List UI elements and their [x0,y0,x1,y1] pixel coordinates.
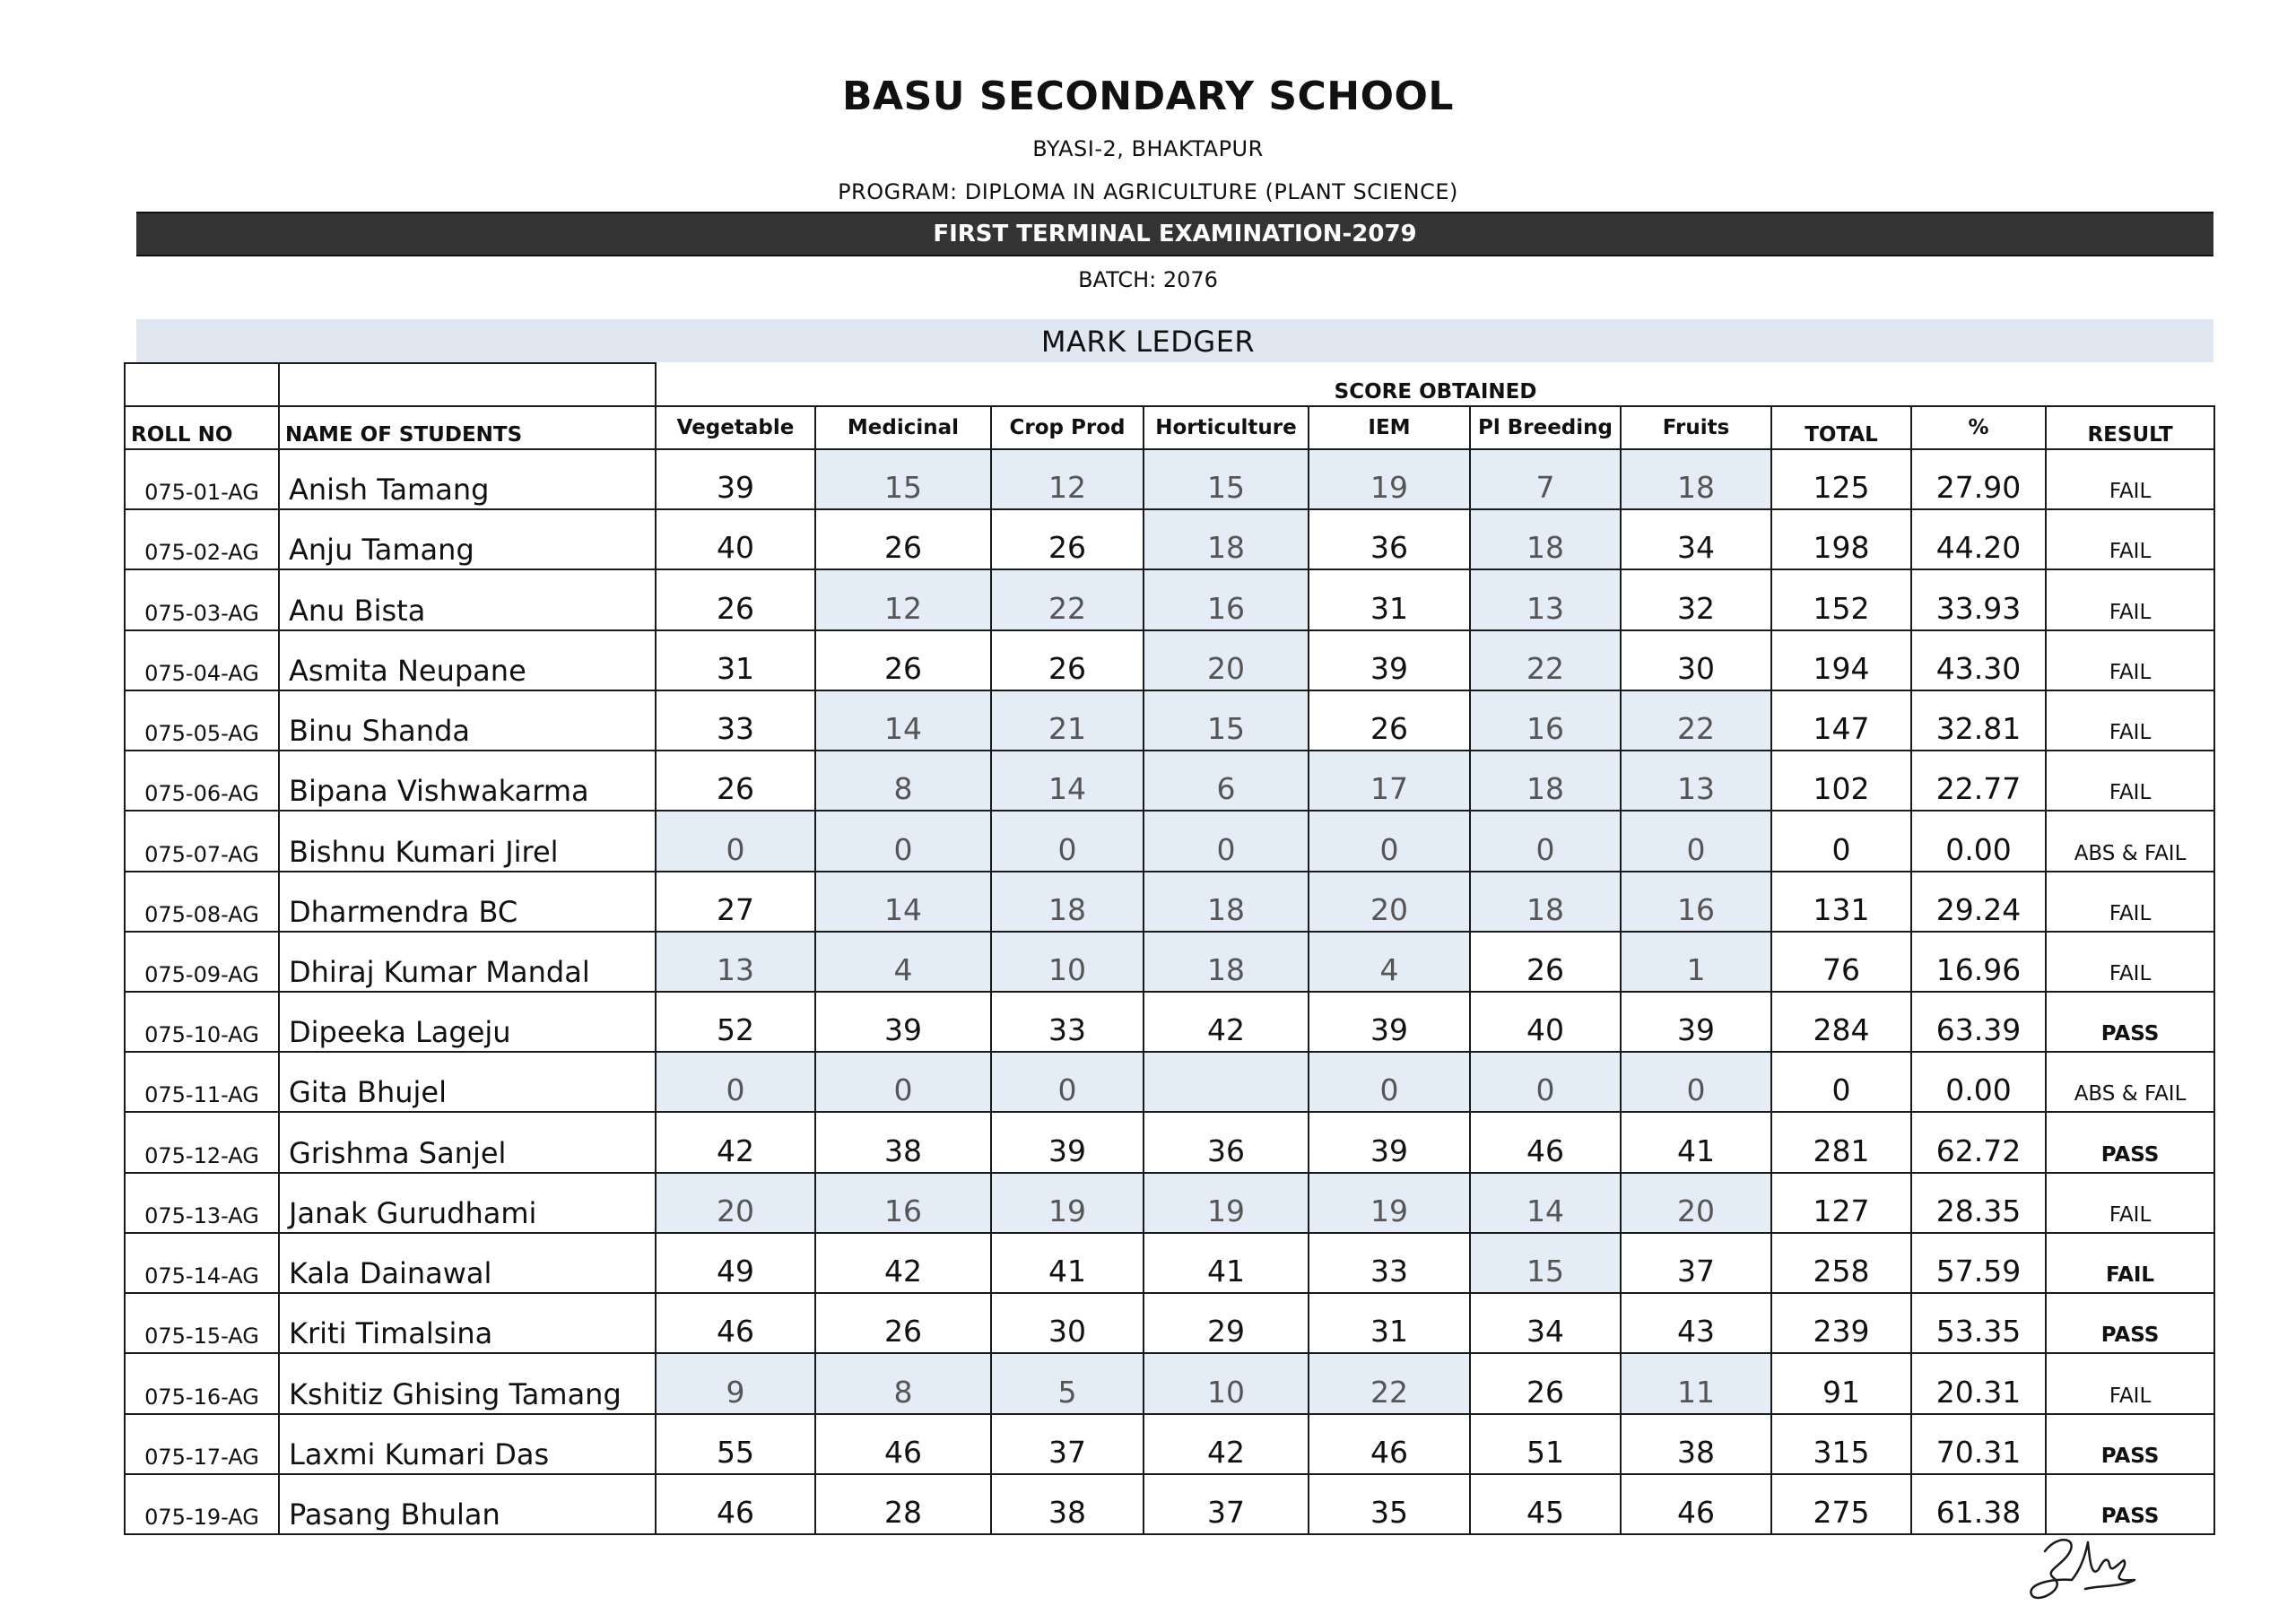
mark-cell-iem: 39 [1309,1112,1470,1172]
table-row [125,509,2214,569]
mark-cell-horticulture: 16 [1144,569,1309,629]
batch-label: BATCH: 2076 [1078,267,1218,292]
mark-cell-iem: 39 [1309,992,1470,1052]
mark-cell-medicinal: 8 [815,751,991,811]
mark-cell-crop-prod: 41 [991,1233,1144,1293]
mark-cell-crop-prod: 0 [991,811,1144,871]
percent-cell: 62.72 [1911,1112,2046,1172]
total-cell: 127 [1771,1173,1911,1233]
total-cell: 281 [1771,1112,1911,1172]
percent-cell: 16.96 [1911,932,2046,992]
mark-cell-iem: 4 [1309,932,1470,992]
col-crop-prod: Crop Prod [991,406,1144,449]
mark-cell-fruits: 0 [1621,1052,1771,1112]
mark-cell-crop-prod: 0 [991,1052,1144,1112]
student-name-cell: Dharmendra BC [279,872,656,932]
mark-cell-medicinal: 14 [815,872,991,932]
percent-cell: 28.35 [1911,1173,2046,1233]
mark-cell-iem: 20 [1309,872,1470,932]
mark-cell-pl-breeding: 40 [1470,992,1621,1052]
total-cell: 275 [1771,1474,1911,1534]
result-cell: FAIL [2046,630,2214,690]
roll-no-cell: 075-10-AG [125,992,279,1052]
mark-cell-fruits: 16 [1621,872,1771,932]
mark-cell-vegetable: 31 [656,630,815,690]
mark-cell-iem: 26 [1309,690,1470,751]
mark-cell-medicinal: 8 [815,1353,991,1413]
table-row [125,1233,2214,1293]
mark-cell-fruits: 30 [1621,630,1771,690]
result-cell: FAIL [2046,1233,2214,1293]
mark-cell-crop-prod: 37 [991,1414,1144,1474]
roll-no-cell: 075-06-AG [125,751,279,811]
mark-cell-medicinal: 38 [815,1112,991,1172]
col-fruits: Fruits [1621,406,1771,449]
total-cell: 125 [1771,449,1911,509]
table-row [125,992,2214,1052]
table-row [125,1293,2214,1353]
mark-cell-fruits: 0 [1621,811,1771,871]
total-cell: 284 [1771,992,1911,1052]
mark-cell-iem: 19 [1309,449,1470,509]
mark-cell-horticulture: 41 [1144,1233,1309,1293]
table-row [125,872,2214,932]
total-cell: 198 [1771,509,1911,569]
result-cell: FAIL [2046,569,2214,629]
roll-no-cell: 075-16-AG [125,1353,279,1413]
percent-cell: 22.77 [1911,751,2046,811]
total-cell: 258 [1771,1233,1911,1293]
mark-cell-pl-breeding: 15 [1470,1233,1621,1293]
percent-cell: 33.93 [1911,569,2046,629]
mark-cell-crop-prod: 38 [991,1474,1144,1534]
roll-no-cell: 075-02-AG [125,509,279,569]
student-name-cell: Binu Shanda [279,690,656,751]
total-cell: 0 [1771,811,1911,871]
mark-cell-vegetable: 33 [656,690,815,751]
mark-cell-fruits: 18 [1621,449,1771,509]
mark-cell-iem: 33 [1309,1233,1470,1293]
ledger-title: MARK LEDGER [1040,325,1256,359]
student-name-cell: Janak Gurudhami [279,1173,656,1233]
mark-cell-iem: 0 [1309,811,1470,871]
mark-cell-horticulture: 42 [1144,992,1309,1052]
mark-cell-pl-breeding: 7 [1470,449,1621,509]
roll-no-cell: 075-12-AG [125,1112,279,1172]
mark-cell-pl-breeding: 0 [1470,1052,1621,1112]
mark-cell-iem: 39 [1309,630,1470,690]
mark-cell-horticulture: 42 [1144,1414,1309,1474]
result-cell: PASS [2046,1474,2214,1534]
table-row [125,751,2214,811]
student-name-cell: Laxmi Kumari Das [279,1414,656,1474]
mark-cell-medicinal: 46 [815,1414,991,1474]
roll-no-cell: 075-05-AG [125,690,279,751]
mark-cell-fruits: 1 [1621,932,1771,992]
exam-title-bar: FIRST TERMINAL EXAMINATION-2079 [136,212,2213,256]
student-name-cell: Asmita Neupane [279,630,656,690]
roll-no-cell: 075-04-AG [125,630,279,690]
student-name-cell: Anish Tamang [279,449,656,509]
mark-cell-crop-prod: 26 [991,630,1144,690]
student-name-cell: Anju Tamang [279,509,656,569]
mark-cell-pl-breeding: 34 [1470,1293,1621,1353]
mark-cell-vegetable: 26 [656,751,815,811]
percent-cell: 29.24 [1911,872,2046,932]
mark-cell-horticulture: 15 [1144,690,1309,751]
roll-no-cell: 075-17-AG [125,1414,279,1474]
school-address: BYASI-2, BHAKTAPUR [1032,136,1264,161]
col-medicinal: Medicinal [815,406,991,449]
mark-cell-vegetable: 49 [656,1233,815,1293]
mark-cell-vegetable: 46 [656,1474,815,1534]
table-row [125,1173,2214,1233]
roll-no-cell: 075-03-AG [125,569,279,629]
total-cell: 76 [1771,932,1911,992]
mark-cell-fruits: 32 [1621,569,1771,629]
percent-cell: 57.59 [1911,1233,2046,1293]
col-vegetable: Vegetable [656,406,815,449]
percent-cell: 20.31 [1911,1353,2046,1413]
mark-cell-crop-prod: 21 [991,690,1144,751]
result-cell: FAIL [2046,690,2214,751]
score-obtained-header: SCORE OBTAINED [656,363,2214,406]
mark-cell-iem: 22 [1309,1353,1470,1413]
mark-cell-vegetable: 27 [656,872,815,932]
mark-cell-fruits: 22 [1621,690,1771,751]
mark-cell-vegetable: 52 [656,992,815,1052]
mark-cell-iem: 36 [1309,509,1470,569]
result-cell: FAIL [2046,872,2214,932]
mark-cell-pl-breeding: 18 [1470,509,1621,569]
mark-cell-fruits: 20 [1621,1173,1771,1233]
mark-cell-crop-prod: 26 [991,509,1144,569]
mark-cell-medicinal: 14 [815,690,991,751]
mark-cell-pl-breeding: 45 [1470,1474,1621,1534]
mark-cell-iem: 17 [1309,751,1470,811]
mark-cell-vegetable: 9 [656,1353,815,1413]
ledger-body [125,449,2214,1534]
mark-cell-iem: 19 [1309,1173,1470,1233]
mark-cell-vegetable: 0 [656,811,815,871]
mark-cell-medicinal: 28 [815,1474,991,1534]
table-row [125,1474,2214,1534]
mark-cell-pl-breeding: 0 [1470,811,1621,871]
mark-cell-horticulture: 10 [1144,1353,1309,1413]
percent-cell: 53.35 [1911,1293,2046,1353]
mark-cell-fruits: 41 [1621,1112,1771,1172]
student-name-cell: Pasang Bhulan [279,1474,656,1534]
table-row [125,449,2214,509]
mark-cell-pl-breeding: 46 [1470,1112,1621,1172]
mark-cell-horticulture [1144,1052,1309,1112]
table-row [125,1052,2214,1112]
mark-cell-horticulture: 37 [1144,1474,1309,1534]
header-row-columns [125,406,2214,449]
student-name-cell: Bishnu Kumari Jirel [279,811,656,871]
mark-cell-pl-breeding: 18 [1470,751,1621,811]
result-cell: FAIL [2046,449,2214,509]
table-row [125,630,2214,690]
table-row [125,1112,2214,1172]
mark-cell-horticulture: 36 [1144,1112,1309,1172]
mark-cell-crop-prod: 5 [991,1353,1144,1413]
roll-no-cell: 075-14-AG [125,1233,279,1293]
mark-cell-medicinal: 12 [815,569,991,629]
mark-cell-vegetable: 46 [656,1293,815,1353]
mark-cell-vegetable: 55 [656,1414,815,1474]
mark-cell-crop-prod: 30 [991,1293,1144,1353]
mark-cell-iem: 31 [1309,1293,1470,1353]
mark-cell-horticulture: 18 [1144,932,1309,992]
result-cell: PASS [2046,1414,2214,1474]
table-row [125,1353,2214,1413]
mark-cell-medicinal: 42 [815,1233,991,1293]
mark-ledger-table [124,362,2215,1535]
col-horticulture: Horticulture [1144,406,1309,449]
mark-cell-medicinal: 15 [815,449,991,509]
result-cell: FAIL [2046,509,2214,569]
result-cell: ABS & FAIL [2046,1052,2214,1112]
result-cell: ABS & FAIL [2046,811,2214,871]
mark-cell-crop-prod: 39 [991,1112,1144,1172]
student-name-cell: Gita Bhujel [279,1052,656,1112]
student-name-cell: Kriti Timalsina [279,1293,656,1353]
mark-cell-pl-breeding: 13 [1470,569,1621,629]
roll-no-cell: 075-08-AG [125,872,279,932]
mark-cell-horticulture: 18 [1144,872,1309,932]
student-name-cell: Kshitiz Ghising Tamang [279,1353,656,1413]
signature-mark [2018,1515,2152,1623]
mark-cell-vegetable: 20 [656,1173,815,1233]
total-cell: 239 [1771,1293,1911,1353]
mark-cell-vegetable: 42 [656,1112,815,1172]
mark-cell-medicinal: 26 [815,1293,991,1353]
mark-cell-crop-prod: 22 [991,569,1144,629]
result-cell: PASS [2046,1112,2214,1172]
total-cell: 91 [1771,1353,1911,1413]
mark-cell-horticulture: 18 [1144,509,1309,569]
col-total: TOTAL [1771,406,1911,449]
mark-cell-medicinal: 0 [815,811,991,871]
roll-no-cell: 075-11-AG [125,1052,279,1112]
mark-cell-medicinal: 4 [815,932,991,992]
mark-cell-fruits: 38 [1621,1414,1771,1474]
mark-cell-iem: 46 [1309,1414,1470,1474]
mark-cell-fruits: 13 [1621,751,1771,811]
col-result: RESULT [2046,406,2214,449]
student-name-cell: Kala Dainawal [279,1233,656,1293]
result-cell: FAIL [2046,751,2214,811]
percent-cell: 63.39 [1911,992,2046,1052]
roll-no-cell: 075-13-AG [125,1173,279,1233]
student-name-cell: Bipana Vishwakarma [279,751,656,811]
mark-cell-pl-breeding: 16 [1470,690,1621,751]
mark-cell-medicinal: 16 [815,1173,991,1233]
col-iem: IEM [1309,406,1470,449]
mark-cell-fruits: 11 [1621,1353,1771,1413]
result-cell: FAIL [2046,932,2214,992]
mark-cell-pl-breeding: 51 [1470,1414,1621,1474]
result-cell: PASS [2046,992,2214,1052]
student-name-cell: Anu Bista [279,569,656,629]
col-pl-breeding: Pl Breeding [1470,406,1621,449]
mark-cell-horticulture: 0 [1144,811,1309,871]
mark-cell-fruits: 39 [1621,992,1771,1052]
total-cell: 102 [1771,751,1911,811]
mark-cell-crop-prod: 12 [991,449,1144,509]
result-cell: FAIL [2046,1173,2214,1233]
result-cell: FAIL [2046,1353,2214,1413]
mark-cell-vegetable: 0 [656,1052,815,1112]
mark-cell-medicinal: 26 [815,630,991,690]
table-row [125,690,2214,751]
mark-cell-vegetable: 26 [656,569,815,629]
mark-cell-pl-breeding: 26 [1470,932,1621,992]
mark-cell-fruits: 34 [1621,509,1771,569]
percent-cell: 44.20 [1911,509,2046,569]
mark-cell-medicinal: 39 [815,992,991,1052]
mark-cell-pl-breeding: 18 [1470,872,1621,932]
mark-cell-iem: 35 [1309,1474,1470,1534]
mark-cell-vegetable: 39 [656,449,815,509]
total-cell: 147 [1771,690,1911,751]
student-name-cell: Dipeeka Lageju [279,992,656,1052]
header-blank-name [279,363,656,406]
table-row [125,1414,2214,1474]
mark-cell-medicinal: 0 [815,1052,991,1112]
mark-cell-crop-prod: 33 [991,992,1144,1052]
percent-cell: 70.31 [1911,1414,2046,1474]
mark-cell-fruits: 43 [1621,1293,1771,1353]
mark-cell-pl-breeding: 14 [1470,1173,1621,1233]
mark-cell-fruits: 37 [1621,1233,1771,1293]
roll-no-cell: 075-19-AG [125,1474,279,1534]
percent-cell: 43.30 [1911,630,2046,690]
header-row-group [125,363,2214,406]
total-cell: 131 [1771,872,1911,932]
mark-cell-vegetable: 40 [656,509,815,569]
student-name-cell: Grishma Sanjel [279,1112,656,1172]
mark-cell-crop-prod: 10 [991,932,1144,992]
percent-cell: 61.38 [1911,1474,2046,1534]
percent-cell: 27.90 [1911,449,2046,509]
roll-no-cell: 075-01-AG [125,449,279,509]
mark-cell-pl-breeding: 26 [1470,1353,1621,1413]
mark-cell-vegetable: 13 [656,932,815,992]
col-name: NAME OF STUDENTS [279,406,656,449]
mark-cell-pl-breeding: 22 [1470,630,1621,690]
mark-cell-horticulture: 15 [1144,449,1309,509]
header-blank-roll [125,363,279,406]
roll-no-cell: 075-15-AG [125,1293,279,1353]
total-cell: 152 [1771,569,1911,629]
roll-no-cell: 075-09-AG [125,932,279,992]
table-row [125,569,2214,629]
percent-cell: 32.81 [1911,690,2046,751]
mark-cell-medicinal: 26 [815,509,991,569]
mark-cell-crop-prod: 19 [991,1173,1144,1233]
result-cell: PASS [2046,1293,2214,1353]
col-roll-no: ROLL NO [125,406,279,449]
table-row [125,932,2214,992]
table-row [125,811,2214,871]
mark-cell-horticulture: 29 [1144,1293,1309,1353]
school-name: BASU SECONDARY SCHOOL [842,74,1454,119]
student-name-cell: Dhiraj Kumar Mandal [279,932,656,992]
total-cell: 315 [1771,1414,1911,1474]
program-title: PROGRAM: DIPLOMA IN AGRICULTURE (PLANT SCIENCE) [838,179,1458,204]
mark-cell-iem: 0 [1309,1052,1470,1112]
mark-cell-crop-prod: 18 [991,872,1144,932]
mark-cell-iem: 31 [1309,569,1470,629]
total-cell: 0 [1771,1052,1911,1112]
total-cell: 194 [1771,630,1911,690]
mark-cell-horticulture: 20 [1144,630,1309,690]
percent-cell: 0.00 [1911,1052,2046,1112]
percent-cell: 0.00 [1911,811,2046,871]
mark-cell-horticulture: 6 [1144,751,1309,811]
mark-cell-crop-prod: 14 [991,751,1144,811]
mark-cell-horticulture: 19 [1144,1173,1309,1233]
col-percent: % [1911,406,2046,449]
roll-no-cell: 075-07-AG [125,811,279,871]
mark-cell-fruits: 46 [1621,1474,1771,1534]
